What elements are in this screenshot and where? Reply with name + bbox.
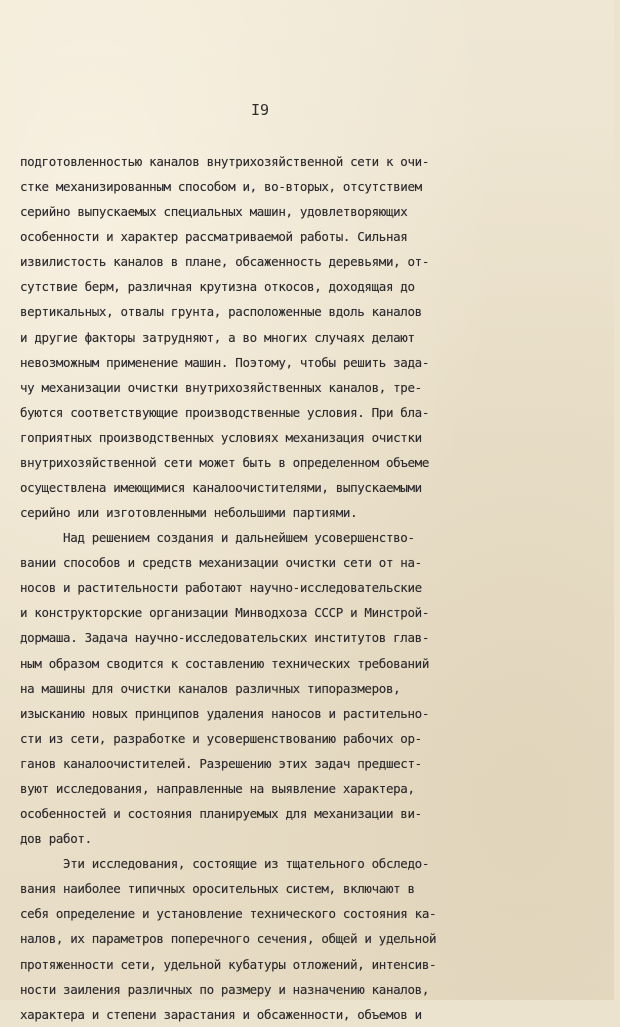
text-line: вуют исследования, направленные на выявление характера, [20,780,415,796]
text-line: извилистость каналов в плане, обсаженность деревьями, от- [20,254,430,270]
text-line: стке механизированным способом и, во-вторых, отсутствием [20,179,422,195]
body-text [20,149,620,1027]
text-line: характера и степени зарастания и обсаженности, объемов и [20,1006,422,1022]
text-line: особенностей и состояния планируемых для механизации ви- [20,806,422,822]
text-line: ности заиления различных по размеру и назначению каналов, [20,981,430,997]
paragraph-start-line: Над решением создания и дальнейшем усовершенство- [20,530,415,546]
page-number: I9 [250,101,270,119]
text-line: вертикальных, отвалы грунта, расположенные вдоль каналов [20,304,422,320]
text-line: осуществлена имеющимися каналоочистителями, выпускаемыми [20,480,422,496]
text-line: невозможным применение машин. Поэтому, чтобы решить зада- [20,354,430,370]
text-line: внутрихозяйственной сети может быть в определенном объеме [20,454,430,470]
text-line: налов, их параметров поперечного сечения, общей и удельной [20,931,437,947]
text-line: чу механизации очистки внутрихозяйственных каналов, тре- [20,379,422,395]
text-line: сти из сети, разработке и усовершенствованию рабочих ор- [20,730,422,746]
text-line: ганов каналоочистителей. Разрешению этих задач предшест- [20,755,422,771]
text-line: серийно выпускаемых специальных машин, удовлетворяющих [20,204,408,220]
text-line: протяженности сети, удельной кубатуры отложений, интенсив- [20,956,437,972]
text-line: подготовленностью каналов внутрихозяйственной сети к очи- [20,154,430,169]
text-line: гоприятных производственных условиях механизация очистки [20,429,422,445]
text-line: особенности и характер рассматриваемой работы. Сильная [20,229,408,245]
text-line: носов и растительности работают научно-исследовательские [20,580,422,596]
text-line: вания наиболее типичных оросительных систем, включают в [20,881,415,897]
text-line: буются соответствующие производственные условия. При бла- [20,404,430,420]
text-line: на машины для очистки каналов различных типоразмеров, [20,680,401,696]
text-line: дов работ. [20,831,92,847]
text-line: и другие факторы затрудняют, а во многих случаях делают [20,329,415,345]
text-line: изысканию новых принципов удаления наносов и растительно- [20,705,430,721]
text-line: и конструкторские организации Минводхоза СССР и Минстрой- [20,605,430,621]
text-line: сутствие берм, различная крутизна откосов, доходящая до [20,279,415,295]
text-line: серийно или изготовленными небольшими партиями. [20,505,358,521]
text-line: себя определение и установление технического состояния ка- [20,906,437,922]
paragraph-start-line: Эти исследования, состоящие из тщательного обследо- [20,856,430,872]
text-line: вании способов и средств механизации очистки сети от на- [20,555,422,571]
text-line: дормаша. Задача научно-исследовательских институтов глав- [20,630,430,646]
text-line: ным образом сводится к составлению технических требований [20,655,430,671]
